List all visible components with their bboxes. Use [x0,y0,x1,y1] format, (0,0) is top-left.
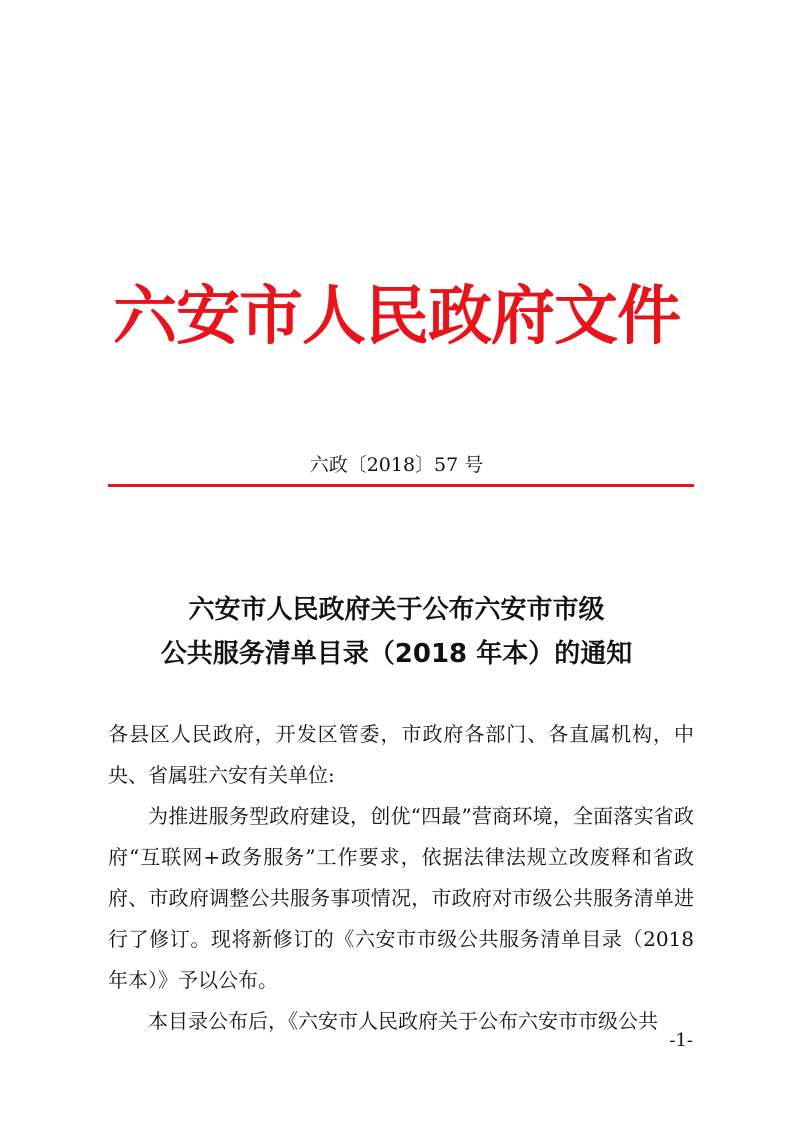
red-separator-line [108,484,694,487]
title-line-2: 公共服务清单目录（2018 年本）的通知 [160,639,633,669]
document-title [0,588,793,676]
title-line-1: 六安市人民政府关于公布六安市市级 [188,595,605,625]
document-number: 六政〔2018〕57 号 [309,454,484,476]
body-paragraph-2: 本目录公布后，《六安市人民政府关于公布六安市市级公共 [148,1009,658,1033]
document-body [108,714,694,1042]
body-paragraph-1: 为推进服务型政府建设，创优“四最”营商环境，全面落实省政府“互联网+政务服务”工作要求，依据法律法规立改废释和省政府、市政府调整公共服务事项情况，市政府对市级公共服务清单进行了修订。现将新修订的《六安市市级公共服务清单目录（2018 年本）》予以公布。 [108,804,694,992]
page-number: -1- [669,1030,693,1051]
document-masthead: 六安市人民政府文件 [113,280,680,354]
addressee: 各县区人民政府，开发区管委，市政府各部门、各直属机构，中央、省属驻六安有关单位: [108,722,694,787]
